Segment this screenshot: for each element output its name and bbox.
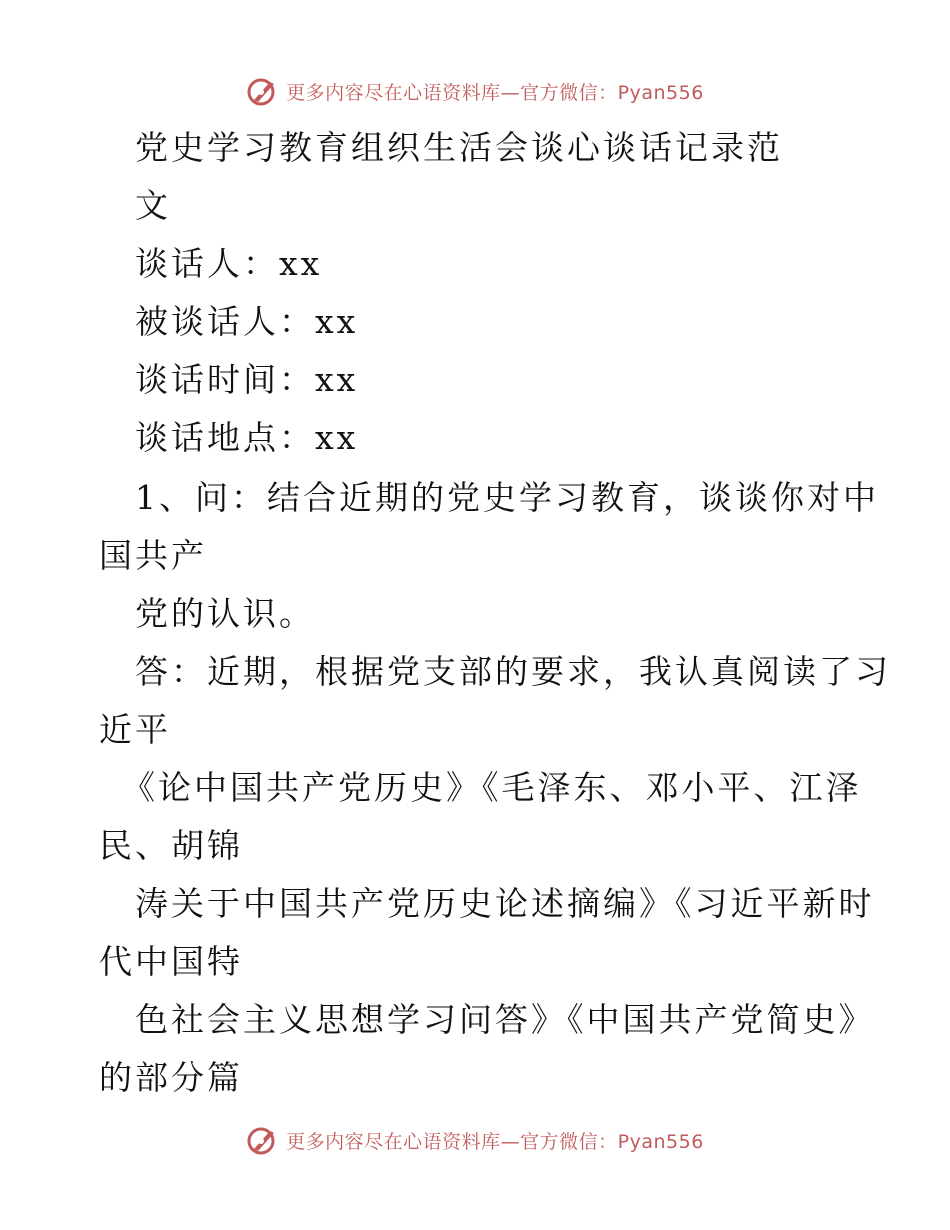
body-line: 国共产	[99, 536, 207, 575]
meta-interviewer: 谈话人：xx	[135, 244, 323, 283]
pen-logo-icon	[246, 1123, 280, 1157]
body-line: 代中国特	[99, 942, 243, 981]
body-line: 《论中国共产党历史》《毛泽东、邓小平、江泽	[122, 768, 862, 807]
body-line: 涛关于中国共产党历史论述摘编》《习近平新时	[135, 884, 875, 923]
body-line: 答：近期，根据党支部的要求，我认真阅读了习	[135, 652, 891, 691]
body-line: 党的认识。	[135, 594, 315, 633]
footer-watermark-banner	[0, 1120, 950, 1160]
header-watermark-text: 更多内容尽在心语资料库—官方微信：Pyan556	[286, 81, 704, 104]
body-line: 民、胡锦	[99, 826, 243, 865]
body-line: 色社会主义思想学习问答》《中国共产党简史》	[135, 1000, 875, 1039]
meta-interviewee: 被谈话人：xx	[135, 302, 359, 341]
footer-watermark-text: 更多内容尽在心语资料库—官方微信：Pyan556	[286, 1130, 704, 1153]
document-title-line-1: 党史学习教育组织生活会谈心谈话记录范	[135, 128, 783, 167]
body-line: 近平	[99, 710, 171, 749]
meta-place: 谈话地点：xx	[135, 418, 359, 457]
document-title-line-2: 文	[135, 186, 171, 225]
body-line: 1、问：结合近期的党史学习教育，谈谈你对中	[135, 478, 879, 517]
meta-time: 谈话时间：xx	[135, 360, 359, 399]
body-line: 的部分篇	[99, 1058, 243, 1097]
